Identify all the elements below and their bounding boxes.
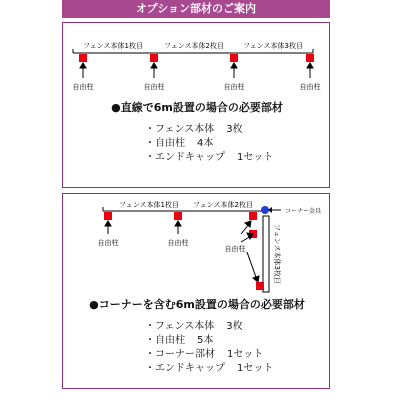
fence-label-1: フェンス本体1枚目 [83,42,143,50]
corner-fitting-icon [261,206,269,214]
list-item: ・コーナー部材 1セット [145,349,264,360]
post-label: 自由柱 [72,83,94,91]
fence-label-3: フェンス本体3枚目 [243,42,303,50]
list-item: ・エンドキャップ 1セット [145,152,274,163]
post-3 [249,212,257,220]
post-label: 自由柱 [224,245,246,253]
post-label: 自由柱 [143,83,165,91]
list-item: ・自由柱 4本 [145,138,214,149]
fence-rail-vertical [263,216,269,292]
post-label: 自由柱 [97,239,119,247]
post-2 [150,54,158,62]
post-label: 自由柱 [299,83,321,91]
post-label: 自由柱 [223,83,245,91]
straight-heading: ●直線で6m設置の場合の必要部材 [111,101,283,114]
list-item: ・フェンス本体 3枚 [145,124,243,135]
straight-parts-list [145,123,273,165]
post-1 [79,54,87,62]
list-item: ・フェンス本体 3枚 [145,321,243,332]
corner-diagram [63,194,331,300]
post-label: 自由柱 [167,239,189,247]
post-1 [104,212,112,220]
fence-label-3: フェンス本体3枚目 [273,224,281,284]
fence-label-2: フェンス本体2枚目 [164,42,224,50]
straight-diagram [63,23,331,103]
corner-heading: ●コーナーを含む6m設置の場合の必要部材 [89,298,305,311]
post-5 [256,282,264,290]
post-2 [174,212,182,220]
corner-install-panel [62,193,330,389]
page-title: オプション部材のご案内 [62,0,330,18]
fence-label-1: フェンス本体1枚目 [119,201,179,209]
corner-parts-list [145,320,273,376]
list-item: ・自由柱 5本 [145,335,214,346]
post-3 [230,54,238,62]
corner-fitting-label: コーナー金具 [285,208,322,215]
list-item: ・エンドキャップ 1セット [145,363,274,374]
post-4 [306,54,314,62]
straight-install-panel [62,22,330,188]
fence-label-2: フェンス本体2枚目 [193,201,253,209]
